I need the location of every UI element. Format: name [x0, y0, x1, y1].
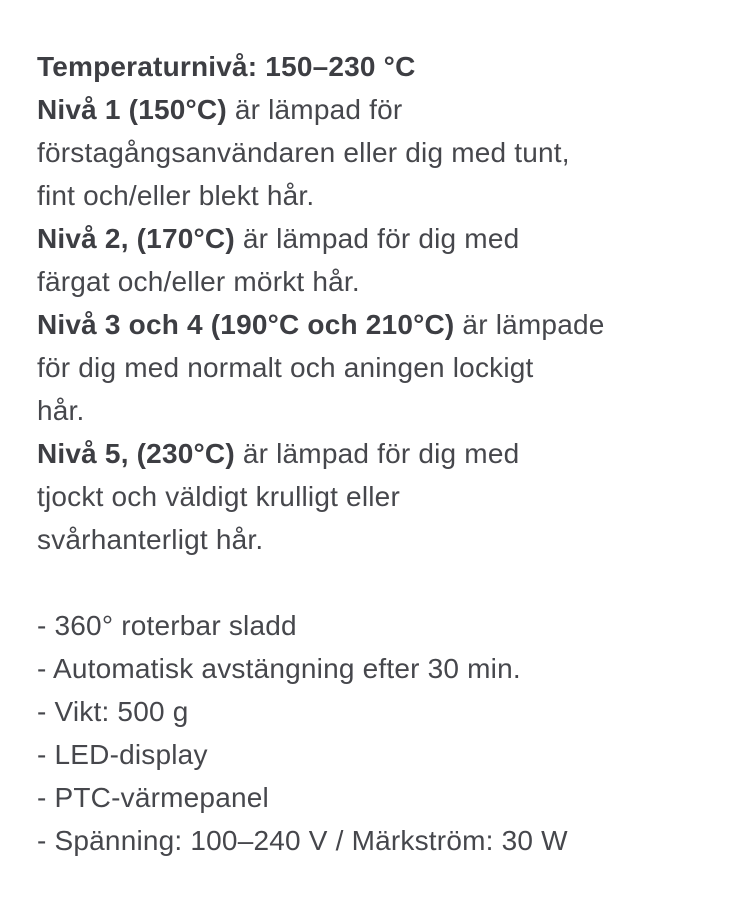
text-line — [37, 432, 707, 475]
text-segment: är lämpad för — [226, 94, 403, 125]
text-line — [37, 303, 707, 346]
text-segment-bold: Nivå 5, (230°C) — [37, 438, 235, 469]
text-segment: är lämpad för dig med — [234, 223, 520, 254]
text-line — [37, 217, 707, 260]
text-segment-bold: Nivå 1 (150°C) — [37, 94, 227, 125]
text-segment-bold: Nivå 2, (170°C) — [37, 223, 235, 254]
text-segment-bold: Nivå 3 och 4 (190°C och 210°C) — [37, 309, 455, 340]
text-line — [37, 88, 707, 131]
text-segment: - 360° roterbar sladd — [37, 610, 297, 641]
text-line — [37, 346, 707, 389]
text-segment-bold: Temperaturnivå: 150–230 °C — [37, 51, 416, 82]
text-line — [37, 690, 707, 733]
text-line — [37, 260, 707, 303]
text-line — [37, 733, 707, 776]
text-segment: för dig med normalt och aningen lockigt — [37, 352, 534, 383]
text-line — [37, 174, 707, 217]
text-line — [37, 45, 707, 88]
text-segment: förstagångsanvändaren eller dig med tunt, — [37, 137, 570, 168]
text-segment: - PTC-värmepanel — [37, 782, 269, 813]
text-segment: tjockt och väldigt krulligt eller — [37, 481, 400, 512]
text-line — [37, 604, 707, 647]
text-segment: hår. — [37, 395, 85, 426]
text-line — [37, 776, 707, 819]
text-segment: svårhanterligt hår. — [37, 524, 264, 555]
text-line — [37, 819, 707, 862]
text-segment: är lämpad för dig med — [234, 438, 520, 469]
blank-line — [37, 561, 707, 604]
text-line — [37, 389, 707, 432]
text-segment: fint och/eller blekt hår. — [37, 180, 315, 211]
text-line — [37, 647, 707, 690]
text-segment: är lämpade — [454, 309, 605, 340]
text-segment: - LED-display — [37, 739, 208, 770]
text-segment: - Spänning: 100–240 V / Märkström: 30 W — [37, 825, 568, 856]
text-segment: färgat och/eller mörkt hår. — [37, 266, 360, 297]
text-line — [37, 475, 707, 518]
text-line — [37, 518, 707, 561]
text-line — [37, 131, 707, 174]
text-segment: - Vikt: 500 g — [37, 696, 189, 727]
text-segment: - Automatisk avstängning efter 30 min. — [37, 653, 521, 684]
product-description-text — [37, 45, 707, 862]
